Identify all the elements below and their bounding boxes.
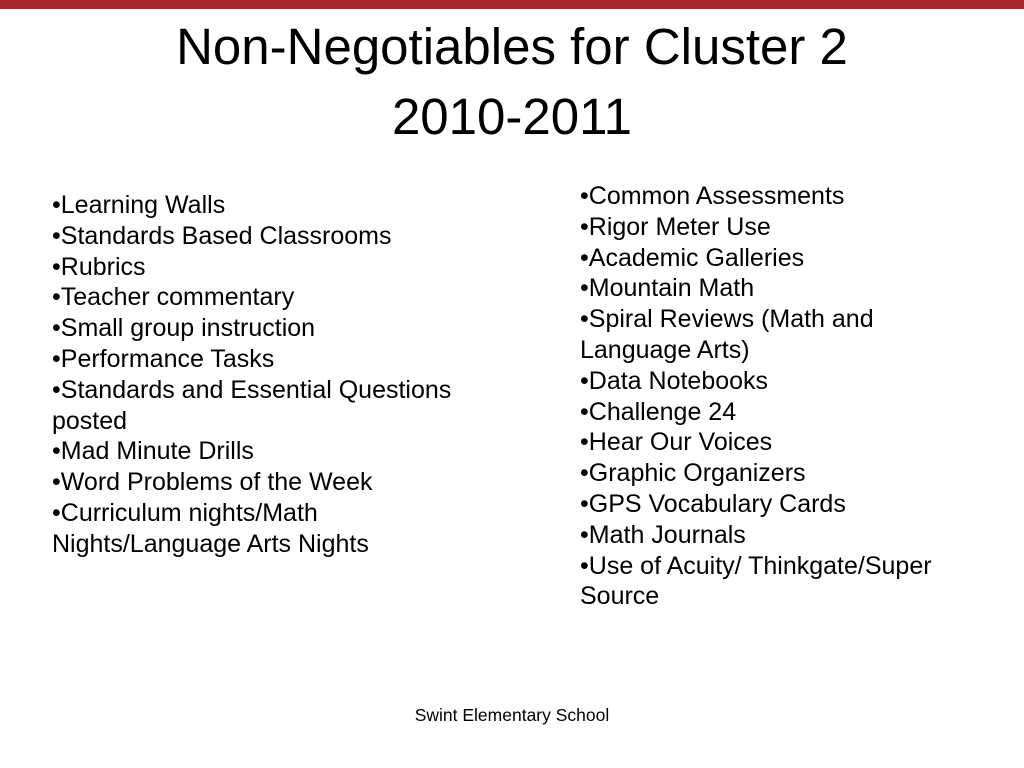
bullet-marker: • bbox=[52, 468, 61, 497]
bullet-text: Challenge 24 bbox=[588, 397, 737, 426]
bullet-text: Math Journals bbox=[588, 520, 746, 549]
bullet-marker: • bbox=[580, 305, 589, 334]
bullet-text: Performance Tasks bbox=[60, 344, 275, 373]
bullet-text: Mad Minute Drills bbox=[60, 437, 254, 466]
bullet-item bbox=[580, 304, 952, 366]
bullet-marker: • bbox=[580, 551, 589, 580]
bullet-item bbox=[52, 375, 472, 437]
bullet-item bbox=[52, 344, 472, 375]
bullet-text: Curriculum nights/Math Nights/Language Arts Nights bbox=[52, 498, 369, 558]
bullet-marker: • bbox=[580, 489, 589, 518]
bullet-text: Graphic Organizers bbox=[588, 459, 806, 488]
bullet-item bbox=[580, 243, 952, 274]
bullet-marker: • bbox=[580, 459, 589, 488]
bullet-text: Spiral Reviews (Math and Language Arts) bbox=[580, 305, 874, 364]
bullet-marker: • bbox=[580, 366, 589, 395]
top-accent-bar bbox=[0, 0, 1024, 9]
bullet-item bbox=[52, 436, 472, 467]
slide-title-line2: 2010-2011 bbox=[391, 88, 633, 145]
bullet-text: Hear Our Voices bbox=[588, 428, 773, 457]
bullet-marker: • bbox=[580, 212, 589, 241]
bullet-item bbox=[52, 498, 472, 560]
bullet-item bbox=[580, 397, 952, 428]
bullet-item bbox=[580, 181, 952, 212]
bullet-text: Common Assessments bbox=[588, 182, 845, 210]
bullet-text: Use of Acuity/ Thinkgate/Super Source bbox=[580, 551, 932, 611]
bullet-text: Rigor Meter Use bbox=[588, 212, 771, 241]
bullet-item bbox=[52, 467, 472, 498]
bullet-marker: • bbox=[580, 397, 589, 426]
bullet-text: GPS Vocabulary Cards bbox=[588, 489, 846, 518]
bullet-item bbox=[580, 273, 952, 304]
bullet-text: Word Problems of the Week bbox=[60, 468, 373, 497]
bullet-item bbox=[580, 366, 952, 397]
bullet-marker: • bbox=[52, 498, 61, 527]
bullet-item bbox=[580, 458, 952, 489]
bullet-marker: • bbox=[52, 437, 61, 466]
bullet-item bbox=[580, 212, 952, 243]
bullet-list-left bbox=[52, 190, 472, 560]
bullet-marker: • bbox=[52, 344, 61, 373]
bullet-item bbox=[580, 489, 952, 520]
bullet-marker: • bbox=[52, 314, 61, 343]
bullet-item bbox=[52, 252, 472, 283]
bullet-marker: • bbox=[580, 182, 589, 210]
bullet-item bbox=[52, 313, 472, 344]
bullet-text: Small group instruction bbox=[60, 314, 316, 343]
bullet-text: Teacher commentary bbox=[60, 283, 295, 312]
slide-title-line1: Non-Negotiables for Cluster 2 bbox=[176, 18, 848, 75]
bullet-text: Standards and Essential Questions posted bbox=[52, 375, 452, 435]
bullet-text: Learning Walls bbox=[60, 191, 226, 219]
bullet-item bbox=[52, 282, 472, 313]
bullet-item bbox=[52, 190, 472, 221]
bullet-marker: • bbox=[580, 243, 589, 272]
bullet-text: Rubrics bbox=[60, 252, 146, 281]
bullet-list-right bbox=[580, 181, 952, 612]
bullet-item bbox=[580, 427, 952, 458]
bullet-text: Mountain Math bbox=[588, 274, 755, 303]
bullet-marker: • bbox=[580, 520, 589, 549]
bullet-text: Academic Galleries bbox=[588, 243, 805, 272]
bullet-item bbox=[580, 520, 952, 551]
bullet-marker: • bbox=[52, 375, 61, 404]
bullet-marker: • bbox=[52, 283, 61, 312]
bullet-item bbox=[580, 551, 952, 613]
slide-footer: Swint Elementary School bbox=[414, 705, 610, 725]
bullet-text: Data Notebooks bbox=[588, 366, 769, 395]
bullet-text: Standards Based Classrooms bbox=[60, 221, 392, 250]
bullet-marker: • bbox=[52, 221, 61, 250]
bullet-marker: • bbox=[580, 428, 589, 457]
slide-title bbox=[40, 12, 984, 152]
bullet-marker: • bbox=[52, 191, 61, 219]
bullet-item bbox=[52, 221, 472, 252]
bullet-marker: • bbox=[52, 252, 61, 281]
bullet-marker: • bbox=[580, 274, 589, 303]
